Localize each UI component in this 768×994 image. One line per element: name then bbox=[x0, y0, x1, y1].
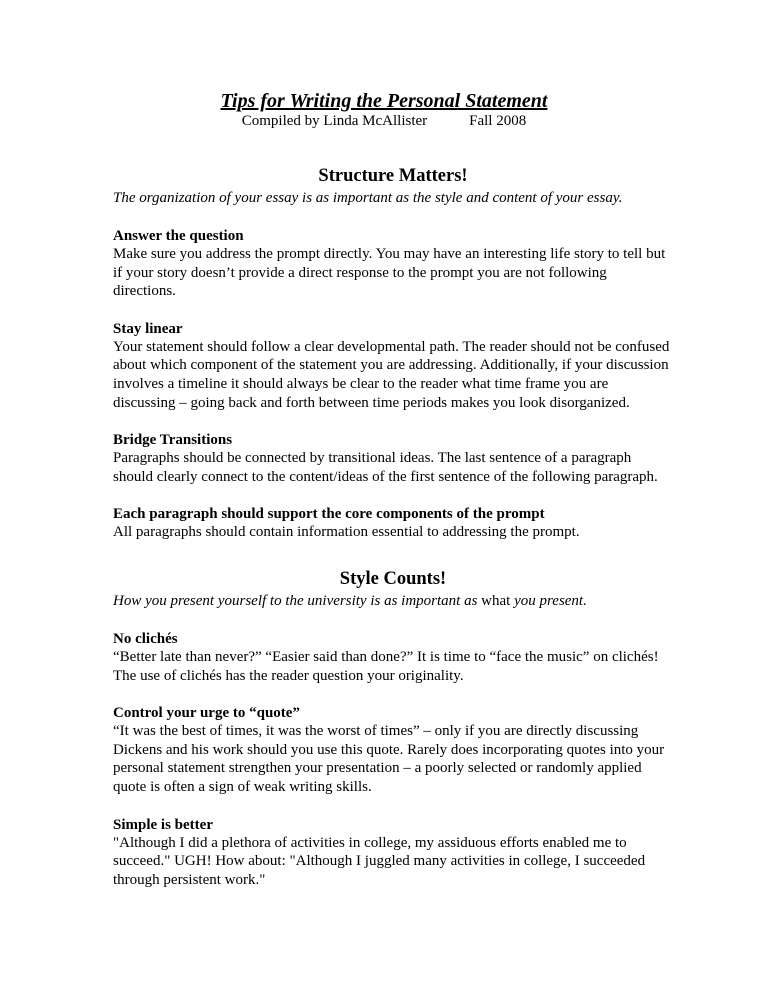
tip-title: Control your urge to “quote” bbox=[113, 705, 300, 722]
tip-title: No clichés bbox=[113, 631, 178, 647]
section-heading: Structure Matters! bbox=[318, 166, 468, 186]
tip-no-cliches bbox=[113, 630, 673, 685]
byline-date: Fall 2008 bbox=[469, 113, 527, 129]
tip-body: Your statement should follow a clear developmental path. The reader should not be confused about which component of the statement you are addressing. Additionally, if your discussion involves a timeline it should always be clear to the reader what time frame you are discussing – going back and forth between time periods makes you look disorganized. bbox=[113, 338, 670, 411]
tip-each-paragraph bbox=[113, 505, 673, 542]
section-intro-part2: you present. bbox=[514, 593, 587, 609]
tip-simple-is-better bbox=[113, 816, 673, 890]
tip-title: Each paragraph should support the core components of the prompt bbox=[113, 506, 545, 523]
section-intro bbox=[113, 592, 673, 611]
tip-body: “Better late than never?” “Easier said than done?” It is time to “face the music” on clichés! The use of clichés has the reader question your originality. bbox=[113, 649, 659, 684]
tip-stay-linear bbox=[113, 320, 673, 412]
tip-title: Simple is better bbox=[113, 816, 213, 833]
document-title: Tips for Writing the Personal Statement bbox=[220, 90, 548, 112]
tip-body: Make sure you address the prompt directly. You may have an interesting life story to tell but if your story doesn’t provide a direct response to the prompt you are not following directions. bbox=[113, 246, 666, 300]
byline bbox=[0, 112, 768, 130]
tip-title: Answer the question bbox=[113, 228, 244, 244]
tip-title: Bridge Transitions bbox=[113, 432, 233, 449]
tip-body: “It was the best of times, it was the worst of times” – only if you are directly discussing Dickens and his work should you use this quote. Rarely does incorporating quotes into your personal statement strengthen your presentation – a poorly selected or randomly applied quote is often a sign of weak writing skills. bbox=[113, 723, 665, 795]
section-structure bbox=[113, 165, 673, 542]
section-style bbox=[113, 568, 673, 889]
byline-author: Compiled by Linda McAllister bbox=[241, 113, 428, 129]
tip-body: All paragraphs should contain information essential to addressing the prompt. bbox=[113, 524, 580, 541]
tip-control-quote bbox=[113, 704, 673, 796]
tip-body: Paragraphs should be connected by transitional ideas. The last sentence of a paragraph should clearly connect to the content/ideas of the first sentence of the following paragraph. bbox=[113, 450, 658, 485]
section-heading: Style Counts! bbox=[339, 569, 447, 589]
section-intro-part1: How you present yourself to the university is as important as bbox=[113, 593, 478, 609]
section-intro: The organization of your essay is as important as the style and content of your essay. bbox=[113, 190, 623, 206]
tip-answer-the-question bbox=[113, 227, 673, 301]
tip-bridge-transitions bbox=[113, 431, 673, 486]
tip-title: Stay linear bbox=[113, 320, 183, 337]
tip-body: "Although I did a plethora of activities in college, my assiduous efforts enabled me to succeed." UGH! How about: "Although I juggled many activities in college, I succeeded through persistent work." bbox=[113, 834, 646, 888]
section-intro-plain: what bbox=[481, 593, 511, 609]
